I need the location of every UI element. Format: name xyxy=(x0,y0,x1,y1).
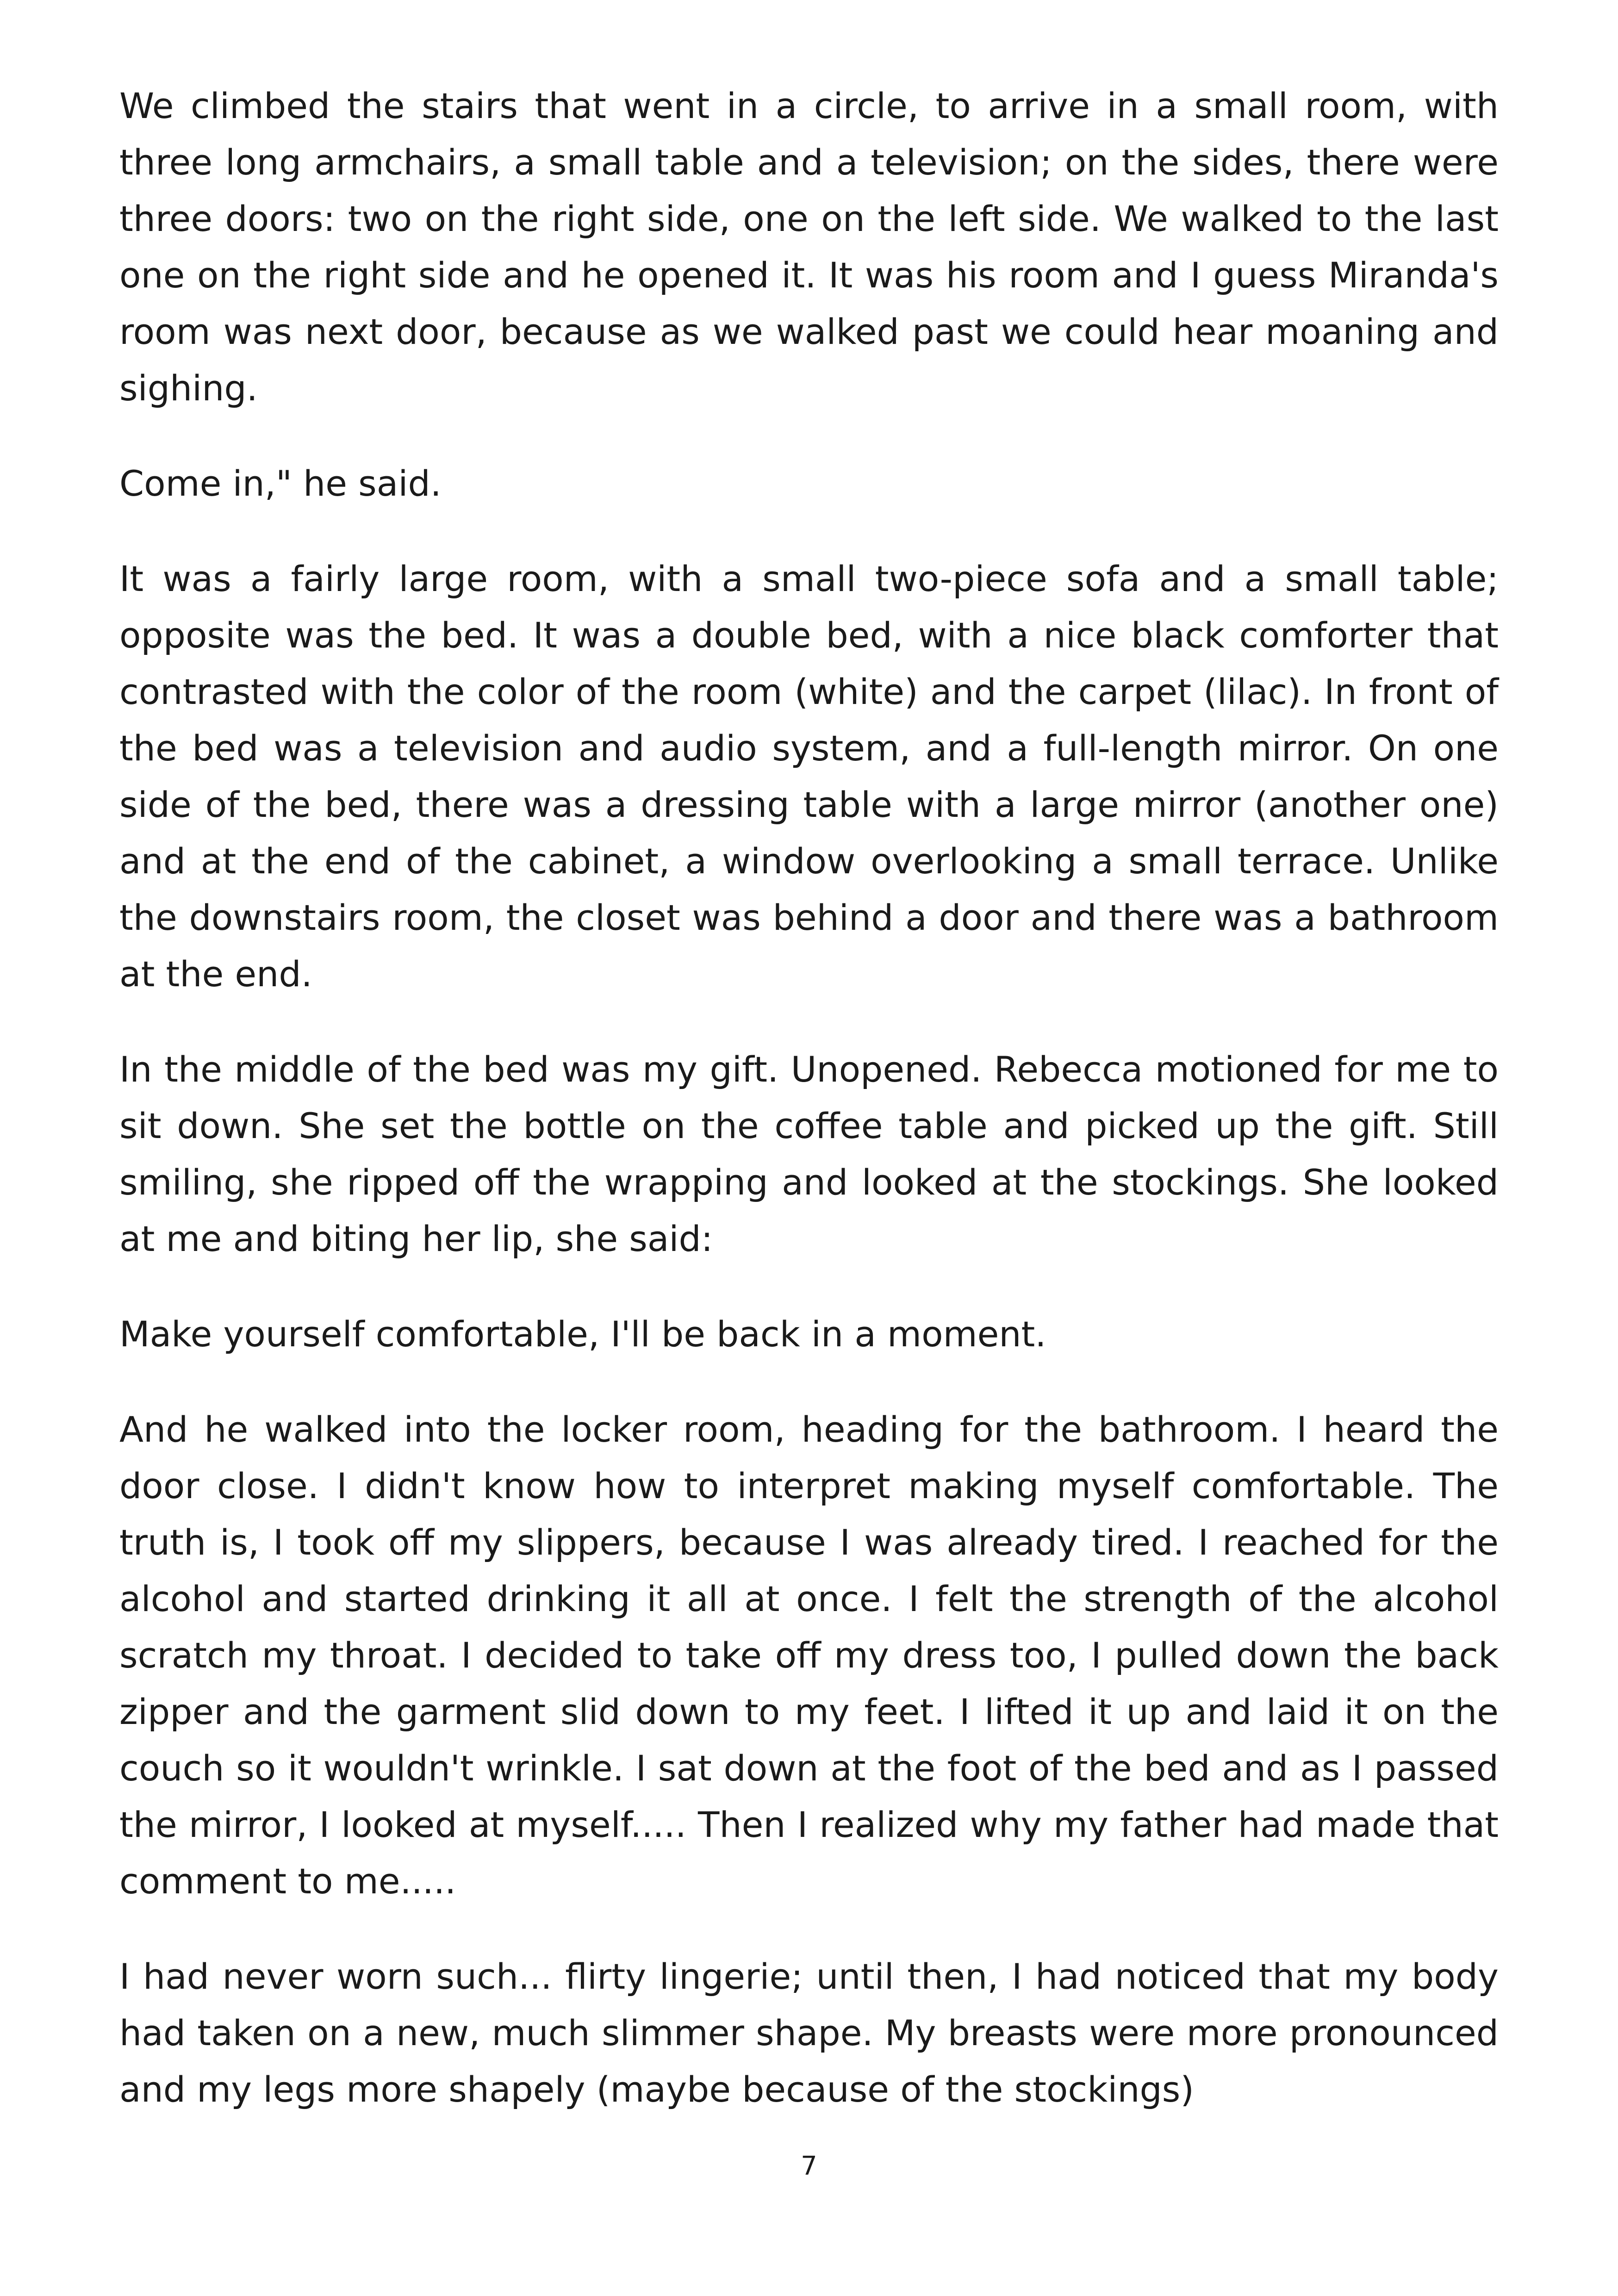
paragraph: Make yourself comfortable, I'll be back in a moment. xyxy=(119,1313,1046,1355)
document-body xyxy=(119,78,1499,2118)
paragraph: It was a fairly large room, with a small two-piece sofa and a small table; opposite was the bed. It was a double bed, with a nice black comforter that contrasted with the color of the room (white) and the carpet (lilac). In front of the bed was a television and audio system, and a full-length mirror. On one side of the bed, there was a dressing table with a large mirror (another one) and at the end of the cabinet, a window overlooking a small terrace. Unlike the downstairs room, the closet was behind a door and there was a bathroom at the end. xyxy=(119,558,1499,995)
paragraph: And he walked into the locker room, heading for the bathroom. I heard the door close. I didn't know how to interpret making myself comfortable. The truth is, I took off my slippers, because I was already tired. I reached for the alcohol and started drinking it all at once. I felt the strength of the alcohol scratch my throat. I decided to take off my dress too, I pulled down the back zipper and the garment slid down to my feet. I lifted it up and laid it on the couch so it wouldn't wrinkle. I sat down at the foot of the bed and as I passed the mirror, I looked at myself..... Then I realized why my father had made that comment to me..... xyxy=(119,1409,1499,1902)
paragraph: We climbed the stairs that went in a circle, to arrive in a small room, with three long armchairs, a small table and a television; on the sides, there were three doors: two on the right side, one on the left side. We walked to the last one on the right side and he opened it. It was his room and I guess Miranda's room was next door, because as we walked past we could hear moaning and sighing. xyxy=(119,85,1499,409)
page-number: 7 xyxy=(801,2151,817,2181)
paragraph: Come in," he said. xyxy=(119,463,442,504)
paragraph: In the middle of the bed was my gift. Unopened. Rebecca motioned for me to sit down. She set the bottle on the coffee table and picked up the gift. Still smiling, she ripped off the wrapping and looked at the stockings. She looked at me and biting her lip, she said: xyxy=(119,1049,1499,1259)
paragraph: I had never worn such... flirty lingerie; until then, I had noticed that my body had taken on a new, much slimmer shape. My breasts were more pronounced and my legs more shapely (maybe because of the stockings) xyxy=(119,1956,1499,2110)
